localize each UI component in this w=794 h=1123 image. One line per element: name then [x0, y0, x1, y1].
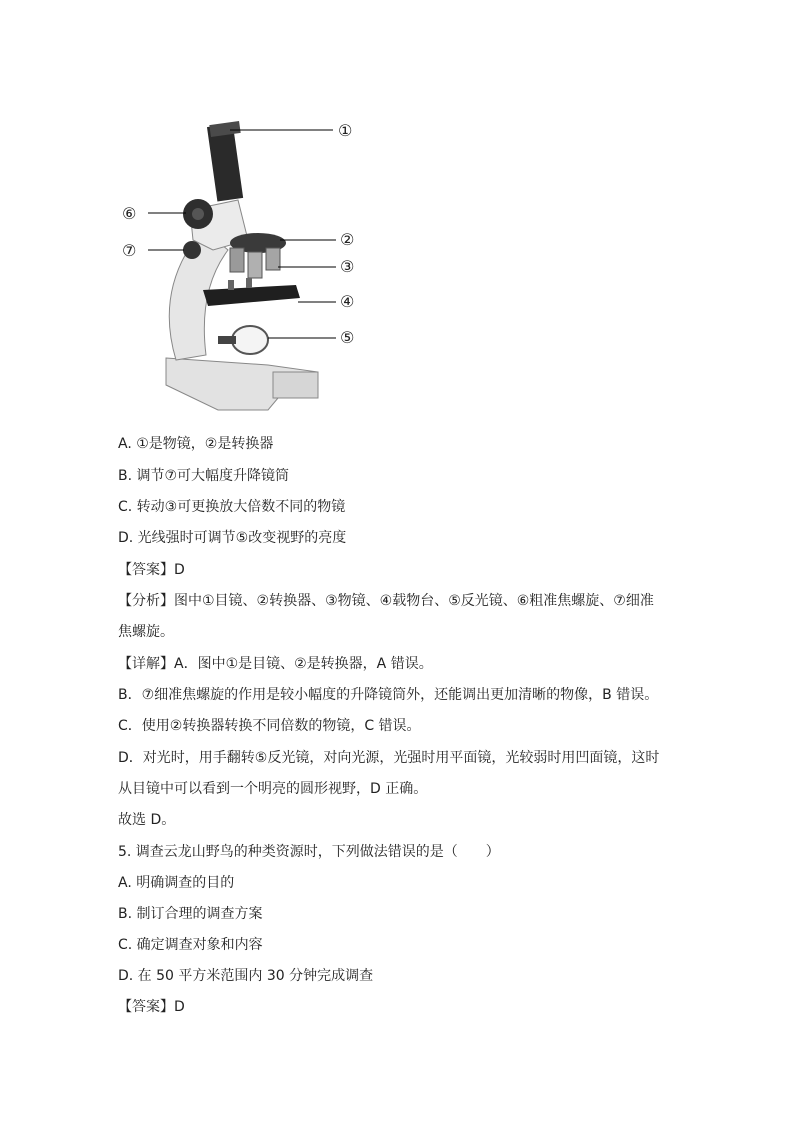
q4-detail-line3: C．使用②转换器转换不同倍数的物镜，C 错误。 — [118, 718, 421, 734]
q4-option-a: A. ①是物镜，②是转换器 — [118, 436, 274, 452]
q4-detail-conclusion: 故选 D。 — [118, 812, 176, 828]
q4-option-d: D. 光线强时可调节⑤改变视野的亮度 — [118, 530, 347, 546]
q5-option-b: B. 制订合理的调查方案 — [118, 906, 263, 922]
label-4: ④ — [340, 292, 355, 311]
q5-answer: 【答案】D — [118, 999, 185, 1015]
microscope-figure — [118, 110, 368, 420]
label-5: ⑤ — [340, 328, 355, 347]
q4-detail-line5: 从目镜中可以看到一个明亮的圆形视野，D 正确。 — [118, 781, 428, 797]
stage — [203, 285, 300, 306]
fine-focus-knob — [183, 241, 201, 259]
q4-detail-line1: 【详解】A．图中①是目镜、②是转换器，A 错误。 — [118, 656, 433, 672]
objective-lens — [230, 248, 244, 272]
q5-option-a: A. 明确调查的目的 — [118, 875, 235, 891]
q5-stem: 5. 调查云龙山野鸟的种类资源时，下列做法错误的是（ ） — [118, 844, 500, 860]
q4-detail-line2: B．⑦细准焦螺旋的作用是较小幅度的升降镜筒外，还能调出更加清晰的物像，B 错误。 — [118, 687, 659, 703]
mirror — [232, 326, 268, 354]
q4-option-b: B. 调节⑦可大幅度升降镜筒 — [118, 468, 290, 484]
q4-answer: 【答案】D — [118, 562, 185, 578]
q4-detail-line4: D．对光时，用手翻转⑤反光镜，对向光源，光强时用平面镜，光较弱时用凹面镜，这时 — [118, 750, 660, 766]
label-3: ③ — [340, 257, 355, 276]
label-2: ② — [340, 230, 355, 249]
q4-analysis-line2: 焦螺旋。 — [118, 624, 174, 640]
label-1: ① — [338, 121, 353, 140]
q5-option-d: D. 在 50 平方米范围内 30 分钟完成调查 — [118, 968, 374, 984]
q5-option-c: C. 确定调查对象和内容 — [118, 937, 263, 953]
label-6: ⑥ — [122, 204, 137, 223]
q4-option-c: C. 转动③可更换放大倍数不同的物镜 — [118, 499, 346, 515]
label-7: ⑦ — [122, 241, 137, 260]
q4-analysis-line1: 【分析】图中①目镜、②转换器、③物镜、④载物台、⑤反光镜、⑥粗准焦螺旋、⑦细准 — [118, 593, 654, 609]
